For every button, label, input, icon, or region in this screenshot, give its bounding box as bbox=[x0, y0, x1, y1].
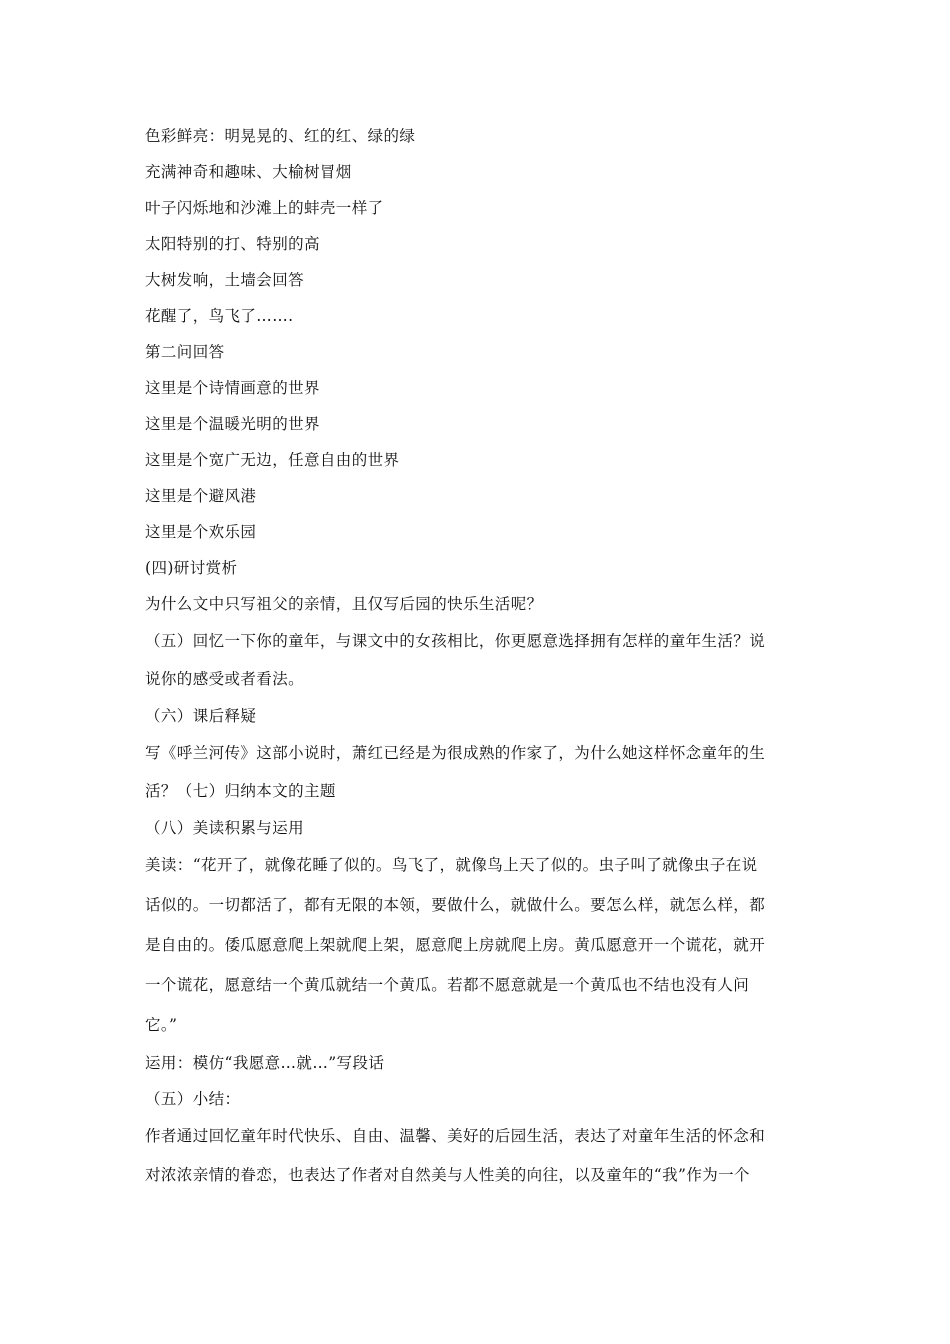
text-line: 说你的感受或者看法。 bbox=[145, 670, 305, 688]
text-line: 这里是个避风港 bbox=[145, 487, 257, 505]
text-line: 一个谎花，愿意结一个黄瓜就结一个黄瓜。若都不愿意就是一个黄瓜也不结也没有人问 bbox=[145, 976, 750, 994]
text-line: 是自由的。倭瓜愿意爬上架就爬上架，愿意爬上房就爬上房。黄瓜愿意开一个谎花，就开 bbox=[145, 936, 766, 954]
text-line: 这里是个宽广无边，任意自由的世界 bbox=[145, 451, 400, 469]
section-heading: （六）课后释疑 bbox=[145, 707, 257, 725]
section-heading: （八）美读积累与运用 bbox=[145, 819, 305, 837]
text-line: 作者通过回忆童年时代快乐、自由、温馨、美好的后园生活，表达了对童年生活的怀念和 bbox=[145, 1127, 766, 1145]
text-line: 写《呼兰河传》这部小说时，萧红已经是为很成熟的作家了，为什么她这样怀念童年的生 bbox=[145, 744, 766, 762]
text-line: 花醒了，鸟飞了……. bbox=[145, 307, 294, 325]
text-line: 这里是个诗情画意的世界 bbox=[145, 379, 320, 397]
text-line: 太阳特别的打、特别的高 bbox=[145, 235, 320, 253]
text-line: 这里是个温暖光明的世界 bbox=[145, 415, 320, 433]
text-line: 这里是个欢乐园 bbox=[145, 523, 257, 541]
text-line: 它。” bbox=[145, 1016, 178, 1034]
text-line: 运用：模仿“我愿意…就…”写段话 bbox=[145, 1054, 385, 1072]
section-heading: 第二问回答 bbox=[145, 343, 225, 361]
text-line: 对浓浓亲情的眷恋，也表达了作者对自然美与人性美的向往，以及童年的“我”作为一个 bbox=[145, 1166, 750, 1184]
text-line: （五）回忆一下你的童年，与课文中的女孩相比，你更愿意选择拥有怎样的童年生活？说 bbox=[145, 632, 766, 650]
text-line: 充满神奇和趣味、大榆树冒烟 bbox=[145, 163, 352, 181]
text-line: 色彩鲜亮：明晃晃的、红的红、绿的绿 bbox=[145, 127, 416, 145]
text-line: 美读：“花开了，就像花睡了似的。鸟飞了，就像鸟上天了似的。虫子叫了就像虫子在说 bbox=[145, 856, 758, 874]
text-line: 话似的。一切都活了，都有无限的本领，要做什么，就做什么。要怎么样，就怎么样，都 bbox=[145, 896, 766, 914]
section-heading: (四)研讨赏析 bbox=[145, 559, 238, 577]
section-heading: （五）小结： bbox=[145, 1090, 241, 1108]
text-line: 活？（七）归纳本文的主题 bbox=[145, 782, 336, 800]
text-line: 大树发响，土墙会回答 bbox=[145, 271, 305, 289]
text-line: 为什么文中只写祖父的亲情，且仅写后园的快乐生活呢？ bbox=[145, 595, 543, 613]
text-line: 叶子闪烁地和沙滩上的蚌壳一样了 bbox=[145, 199, 384, 217]
